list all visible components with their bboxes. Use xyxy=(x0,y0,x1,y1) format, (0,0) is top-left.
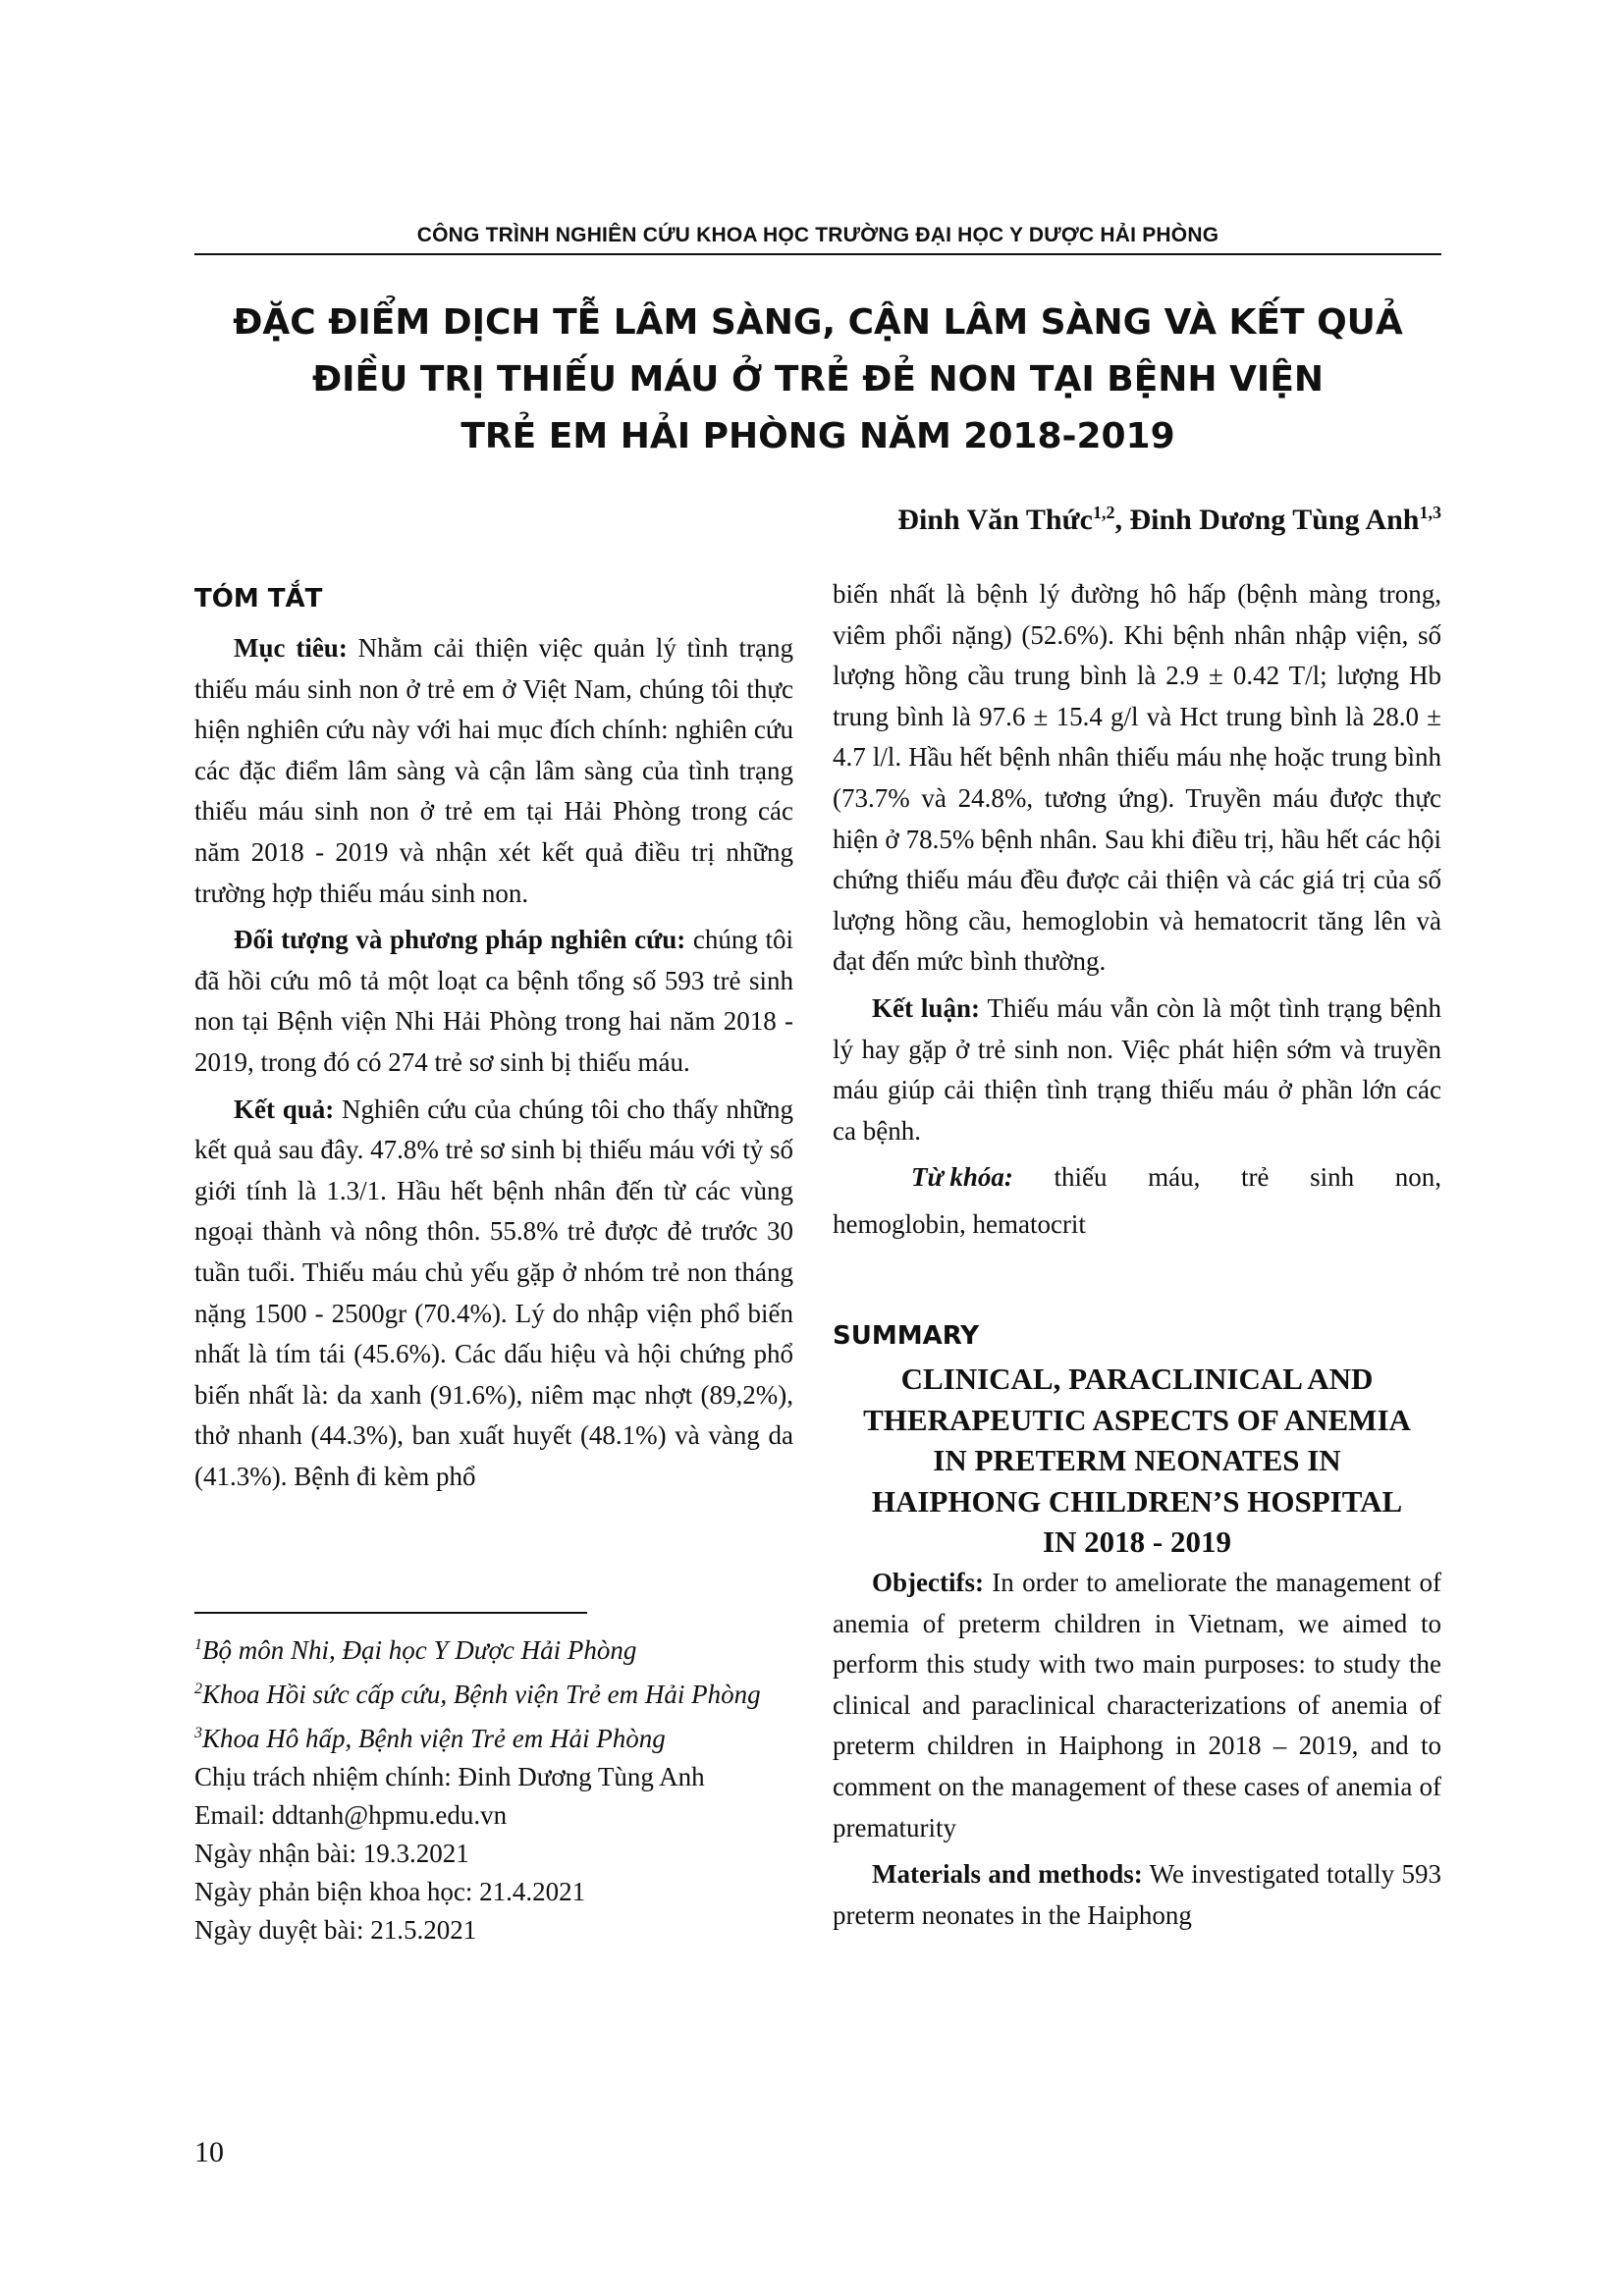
author-2: Đinh Dương Tùng Anh xyxy=(1129,504,1420,536)
footnote-1 xyxy=(194,1626,803,1670)
keyword-3: trẻ xyxy=(1241,1162,1270,1193)
running-header: CÔNG TRÌNH NGHIÊN CỨU KHOA HỌC TRƯỜNG ĐẠI HỌC Y DƯỢC HẢI PHÒNG xyxy=(416,224,1219,246)
label-ket-luan: Kết luận: xyxy=(872,992,980,1023)
para-objectifs xyxy=(833,1563,1441,1848)
authors xyxy=(897,503,1441,537)
footnote-2-text: Khoa Hồi sức cấp cứu, Bệnh viện Trẻ em Hải Phòng xyxy=(202,1680,761,1709)
header-rule xyxy=(194,253,1441,255)
footnote-2 xyxy=(194,1670,803,1714)
date-received: Ngày nhận bài: 19.3.2021 xyxy=(194,1839,469,1868)
right-column xyxy=(833,574,1441,1252)
author-2-affil: 1,3 xyxy=(1419,503,1441,522)
text-ket-qua-left: Nghiên cứu của chúng tôi cho thấy những kết quả sau đây. 47.8% trẻ sơ sinh bị thiếu máu với tỷ số giới tính là 1.3/1. Hầu hết bệnh nhân đến từ các vùng ngoại thành và nông thôn. 55.8% trẻ được đẻ trước 30 tuần tuổi. Thiếu máu chủ yếu gặp ở nhóm trẻ non tháng nặng 1500 - 2500gr (70.4%). Lý do nhập viện phổ biến nhất là tím tái (45.6%). Các dấu hiệu và hội chứng phổ biến nhất là: da xanh (91.6%), niêm mạc nhợt (89,2%), thở nhanh (44.3%), ban xuất huyết (48.1%) và vàng da (41.3%). Bệnh đi kèm phổ xyxy=(194,1094,793,1491)
date-approved: Ngày duyệt bài: 21.5.2021 xyxy=(194,1915,477,1945)
paper-title xyxy=(194,294,1441,465)
para-materials xyxy=(833,1854,1441,1936)
keywords-line xyxy=(833,1157,1441,1199)
author-separator: , xyxy=(1114,504,1130,536)
para-ket-qua xyxy=(194,1090,793,1498)
title-line-2: ĐIỀU TRỊ THIẾU MÁU Ở TRẺ ĐẺ NON TẠI BỆNH VIỆN xyxy=(311,359,1325,400)
en-title-line-5: IN 2018 - 2019 xyxy=(1042,1524,1232,1560)
para-doi-tuong xyxy=(194,920,793,1083)
label-objectifs: Objectifs: xyxy=(872,1568,984,1597)
en-title-line-2: THERAPEUTIC ASPECTS OF ANEMIA xyxy=(863,1402,1411,1437)
keyword-4: sinh xyxy=(1310,1162,1355,1193)
left-column xyxy=(194,628,793,1503)
text-muc-tieu: Nhằm cải thiện việc quản lý tình trạng thiếu máu sinh non ở trẻ em ở Việt Nam, chúng tôi thực hiện nghiên cứu này với hai mục đích chính: nghiên cứu các đặc điểm lâm sàng và cận lâm sàng của tình trạng thiếu máu sinh non ở trẻ em tại Hải Phòng trong các năm 2018 - 2019 và nhận xét kết quả điều trị những trường hợp thiếu máu sinh non. xyxy=(194,633,794,908)
page-number: 10 xyxy=(194,2136,224,2168)
footnote-3 xyxy=(194,1714,803,1758)
footnote-3-mark: 3 xyxy=(194,1725,202,1741)
footnote-rule xyxy=(194,1612,587,1614)
text-materials: We investigated totally 593 preterm neonates in the Haiphong xyxy=(833,1859,1441,1930)
english-title xyxy=(833,1359,1441,1563)
para-ket-qua-cont: biến nhất là bệnh lý đường hô hấp (bệnh màng trong, viêm phổi nặng) (52.6%). Khi bệnh nhân nhập viện, số lượng hồng cầu trung bình là 2.9 ± 0.42 T/l; lượng Hb trung bình là 97.6 ± 15.4 g/l và Hct trung bình là 28.0 ± 4.7 l/l. Hầu hết bệnh nhân thiếu máu nhẹ hoặc trung bình (73.7% và 24.8%, tương ứng). Truyền máu được thực hiện ở 78.5% bệnh nhân. Sau khi điều trị, hầu hết các hội chứng thiếu máu đều được cải thiện và các giá trị của số lượng hồng cầu, hemoglobin và hematocrit tăng lên và đạt đến mức bình thường. xyxy=(833,579,1441,977)
footnotes xyxy=(194,1626,803,1949)
text-doi-tuong: chúng tôi đã hồi cứu mô tả một loạt ca bệnh tổng số 593 trẻ sinh non tại Bệnh viện Nhi Hải Phòng trong hai năm 2018 - 2019, trong đó có 274 trẻ sơ sinh bị thiếu máu. xyxy=(194,925,793,1077)
keyword-1: thiếu xyxy=(1054,1162,1108,1193)
summary-body xyxy=(833,1563,1441,1942)
en-title-line-1: CLINICAL, PARACLINICAL AND xyxy=(900,1362,1374,1396)
author-1-affil: 1,2 xyxy=(1092,503,1115,522)
email: Email: ddtanh@hpmu.edu.vn xyxy=(194,1800,508,1830)
para-muc-tieu xyxy=(194,628,793,914)
footnote-3-text: Khoa Hô hấp, Bệnh viện Trẻ em Hải Phòng xyxy=(202,1724,666,1753)
title-line-3: TRẺ EM HẢI PHÒNG NĂM 2018-2019 xyxy=(460,416,1175,456)
label-doi-tuong: Đối tượng và phương pháp nghiên cứu: xyxy=(234,925,686,955)
text-objectifs: In order to ameliorate the management of anemia of preterm children in Vietnam, we aimed to perform this study with two main purposes: to study the clinical and paraclinical characterizations of anemia of preterm children in Haiphong in 2018 – 2019, and to comment on the management of these cases of anemia of prematurity xyxy=(833,1568,1441,1842)
label-tu-khoa: Từ khóa: xyxy=(911,1162,1013,1193)
en-title-line-3: IN PRETERM NEONATES IN xyxy=(933,1443,1341,1478)
para-ket-luan xyxy=(833,988,1441,1151)
responsible-author: Chịu trách nhiệm chính: Đinh Dương Tùng Anh xyxy=(194,1762,705,1791)
label-muc-tieu: Mục tiêu: xyxy=(234,633,348,663)
label-ket-qua: Kết quả: xyxy=(234,1094,335,1124)
summary-heading: SUMMARY xyxy=(833,1321,980,1351)
label-materials: Materials and methods: xyxy=(872,1859,1143,1890)
text-ket-luan: Thiếu máu vẫn còn là một tình trạng bệnh lý hay gặp ở trẻ sinh non. Việc phát hiện sớm và truyền máu giúp cải thiện tình trạng thiếu máu ở phần lớn các ca bệnh. xyxy=(833,992,1441,1146)
author-1: Đinh Văn Thức xyxy=(897,504,1093,536)
footnote-1-mark: 1 xyxy=(194,1636,202,1653)
footnote-2-mark: 2 xyxy=(194,1681,202,1697)
title-line-1: ĐẶC ĐIỂM DỊCH TỄ LÂM SÀNG, CẬN LÂM SÀNG VÀ KẾT QUẢ xyxy=(233,302,1403,343)
abstract-heading: TÓM TẮT xyxy=(194,584,323,614)
date-reviewed: Ngày phản biện khoa học: 21.4.2021 xyxy=(194,1877,586,1906)
keyword-5: non, xyxy=(1394,1162,1441,1193)
footnote-1-text: Bộ môn Nhi, Đại học Y Dược Hải Phòng xyxy=(202,1635,637,1665)
keywords-tail: hemoglobin, hematocrit xyxy=(833,1208,1086,1239)
keyword-2: máu, xyxy=(1148,1162,1201,1193)
en-title-line-4: HAIPHONG CHILDREN’S HOSPITAL xyxy=(871,1483,1403,1519)
